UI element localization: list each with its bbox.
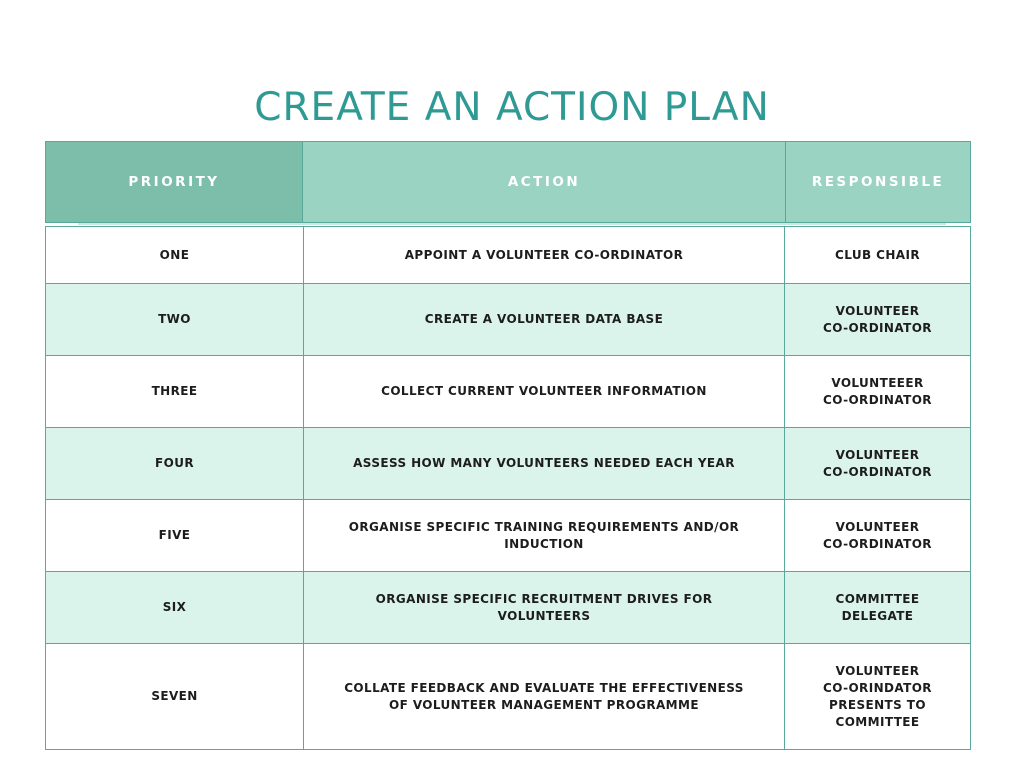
responsible-cell: VOLUNTEER CO-ORDINATOR: [785, 500, 971, 572]
action-cell: ORGANISE SPECIFIC TRAINING REQUIREMENTS AND/OR INDUCTION: [304, 500, 785, 572]
priority-cell: TWO: [46, 284, 304, 356]
action-cell: COLLECT CURRENT VOLUNTEER INFORMATION: [304, 356, 785, 428]
priority-cell: SEVEN: [46, 644, 304, 750]
header-action: ACTION: [303, 142, 786, 222]
table-row: [46, 227, 971, 284]
table-row: [46, 644, 971, 750]
responsible-cell: VOLUNTEER CO-ORDINATOR: [785, 284, 971, 356]
responsible-cell: VOLUNTEER CO-ORDINATOR: [785, 428, 971, 500]
table-row: [46, 356, 971, 428]
action-cell: CREATE A VOLUNTEER DATA BASE: [304, 284, 785, 356]
priority-cell: FIVE: [46, 500, 304, 572]
table-row: [46, 500, 971, 572]
header-divider: [78, 223, 946, 225]
priority-cell: ONE: [46, 227, 304, 284]
header-responsible: RESPONSIBLE: [786, 142, 970, 222]
responsible-cell: CLUB CHAIR: [785, 227, 971, 284]
responsible-cell: VOLUNTEEER CO-ORDINATOR: [785, 356, 971, 428]
responsible-cell: COMMITTEE DELEGATE: [785, 572, 971, 644]
action-plan-table: [45, 226, 971, 750]
table-row: [46, 284, 971, 356]
table-row: [46, 428, 971, 500]
priority-cell: SIX: [46, 572, 304, 644]
table-row: [46, 572, 971, 644]
action-cell: APPOINT A VOLUNTEER CO-ORDINATOR: [304, 227, 785, 284]
table-header: [45, 141, 971, 223]
responsible-cell: VOLUNTEER CO-ORINDATOR PRESENTS TO COMMITTEE: [785, 644, 971, 750]
priority-cell: THREE: [46, 356, 304, 428]
header-priority: PRIORITY: [46, 142, 303, 222]
action-cell: COLLATE FEEDBACK AND EVALUATE THE EFFECTIVENESS OF VOLUNTEER MANAGEMENT PROGRAMME: [304, 644, 785, 750]
page-title: CREATE AN ACTION PLAN: [254, 85, 770, 130]
action-cell: ORGANISE SPECIFIC RECRUITMENT DRIVES FOR VOLUNTEERS: [304, 572, 785, 644]
priority-cell: FOUR: [46, 428, 304, 500]
action-cell: ASSESS HOW MANY VOLUNTEERS NEEDED EACH YEAR: [304, 428, 785, 500]
